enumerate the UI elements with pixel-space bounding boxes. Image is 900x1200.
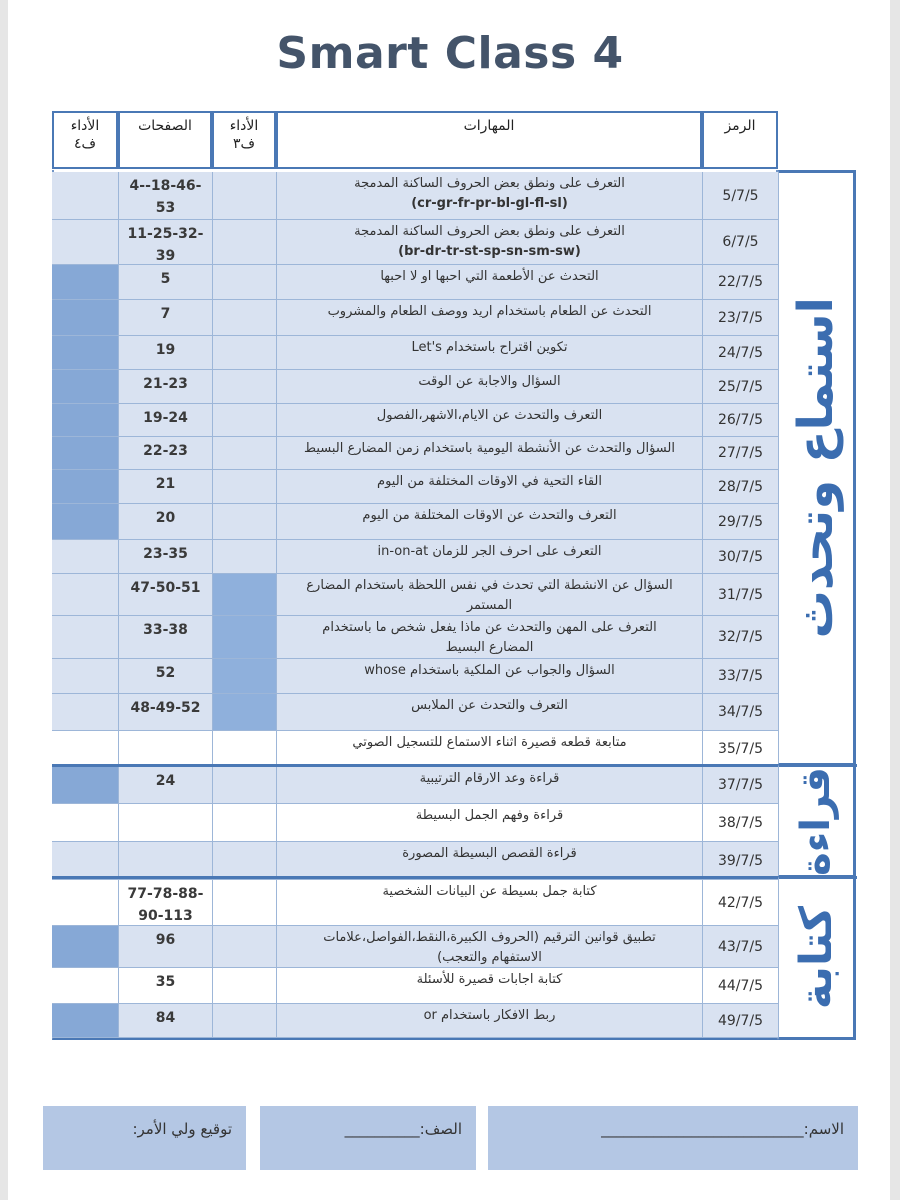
performance-3-cell[interactable]: [212, 437, 276, 469]
pages-cell: [118, 694, 212, 730]
performance-4-cell[interactable]: [52, 659, 118, 693]
skill-text: السؤال والتحدث عن الأنشطة اليومية باستخدام زمن المضارع البسيط: [304, 441, 675, 456]
performance-4-cell[interactable]: [52, 616, 118, 658]
pages-cell: [118, 880, 212, 925]
pages-value: 21: [155, 476, 176, 492]
skill-cell: [276, 370, 702, 403]
skill-text-continued: المضارع البسيط: [445, 640, 534, 655]
code-cell: 26/7/5: [702, 404, 778, 436]
pages-cell: [118, 470, 212, 503]
skill-cell: [276, 437, 702, 469]
pages-cell: [118, 172, 212, 219]
code-cell: 43/7/5: [702, 926, 778, 967]
code-cell: 28/7/5: [702, 470, 778, 503]
pages-value: 48-49-52: [130, 700, 201, 716]
skill-text-continued: المستمر: [466, 598, 513, 613]
performance-4-cell[interactable]: [52, 370, 118, 403]
skill-cell: [276, 926, 702, 967]
performance-4-cell[interactable]: [52, 804, 118, 841]
skill-text: القاء التحية في الاوقات المختلفة من اليوم: [377, 474, 602, 489]
pages-value: 96: [155, 932, 176, 948]
table-row: [52, 1004, 778, 1038]
skill-cell: [276, 767, 702, 803]
student-name-field[interactable]: الاسم:___________________________: [488, 1106, 858, 1170]
pages-cell: [118, 265, 212, 299]
section-divider-reading: [52, 764, 857, 767]
skill-cell: [276, 172, 702, 219]
pages-cell: [118, 300, 212, 335]
skill-text: التعرف والتحدث عن الايام،الاشهر،الفصول: [376, 408, 603, 423]
skill-text: قراءة القصص البسيطة المصورة: [402, 846, 577, 861]
skill-cell: [276, 574, 702, 615]
skill-cell: [276, 968, 702, 1003]
code-cell: 39/7/5: [702, 842, 778, 879]
table-row: [52, 616, 778, 659]
table-row: [52, 336, 778, 370]
code-cell: 38/7/5: [702, 804, 778, 841]
section-writing-text: كتابة: [790, 906, 842, 1010]
code-cell: 29/7/5: [702, 504, 778, 539]
performance-3-cell[interactable]: [212, 404, 276, 436]
table-row: [52, 370, 778, 404]
pages-value: 22-23: [143, 443, 188, 459]
pages-value: 5: [160, 271, 171, 287]
skill-text: السؤال عن الانشطة التي تحدث في نفس اللحظة باستخدام المضارع: [306, 578, 673, 593]
skill-text: تطبيق قوانين الترقيم (الحروف الكبيرة،النقط،الفواصل،علامات: [323, 930, 656, 945]
pages-cell: [118, 731, 212, 766]
performance-4-cell[interactable]: [52, 404, 118, 436]
performance-4-cell[interactable]: [52, 842, 118, 879]
skill-text: تكوين اقتراح باستخدام Let's: [411, 340, 568, 355]
skill-cell: [276, 1004, 702, 1037]
performance-4-cell[interactable]: [52, 926, 118, 967]
section-label-writing: [778, 876, 856, 1040]
performance-3-cell[interactable]: [212, 804, 276, 841]
pages-value: 19: [155, 342, 176, 358]
header-pages-label: الصفحات: [138, 118, 192, 134]
table-row: [52, 470, 778, 504]
table-row: [52, 220, 778, 265]
performance-3-cell[interactable]: [212, 300, 276, 335]
table-row: [52, 265, 778, 300]
pages-value: 7: [160, 306, 171, 322]
header-skills: [276, 111, 702, 169]
skill-text: كتابة اجابات قصيرة للأسئلة: [416, 972, 563, 987]
section-divider-writing: [52, 876, 857, 879]
header-perf3-line2: ف٣: [232, 136, 256, 152]
code-cell: 35/7/5: [702, 731, 778, 766]
code-cell: 27/7/5: [702, 437, 778, 469]
skill-cell: [276, 265, 702, 299]
page-edge-right: [890, 0, 900, 1200]
skill-cell: [276, 300, 702, 335]
table-row: [52, 731, 778, 767]
performance-3-cell[interactable]: [212, 172, 276, 219]
code-cell: 37/7/5: [702, 767, 778, 803]
code-cell: 6/7/5: [702, 220, 778, 264]
performance-3-cell[interactable]: [212, 968, 276, 1003]
table-row: [52, 880, 778, 926]
performance-4-cell[interactable]: [52, 731, 118, 766]
pages-value-continued: 90-113: [138, 908, 193, 924]
pages-cell: [118, 804, 212, 841]
skill-cell: [276, 731, 702, 766]
performance-4-cell[interactable]: [52, 470, 118, 503]
performance-4-cell[interactable]: [52, 437, 118, 469]
performance-3-cell[interactable]: [212, 336, 276, 369]
code-cell: 5/7/5: [702, 172, 778, 219]
header-performance-4: [52, 111, 118, 169]
code-cell: 34/7/5: [702, 694, 778, 730]
performance-4-cell[interactable]: [52, 880, 118, 925]
page-title: Smart Class 4: [276, 28, 624, 79]
code-cell: 22/7/5: [702, 265, 778, 299]
skill-cell: [276, 470, 702, 503]
section-listening-text: استماع وتحدث: [788, 297, 844, 639]
performance-4-cell[interactable]: [52, 172, 118, 219]
table-row: [52, 172, 778, 220]
pages-cell: [118, 926, 212, 967]
performance-3-cell[interactable]: [212, 265, 276, 299]
performance-3-cell[interactable]: [212, 616, 276, 658]
header-code: [702, 111, 778, 169]
skill-text: التعرف والتحدث عن الاوقات المختلفة من اليوم: [362, 508, 617, 523]
performance-3-cell[interactable]: [212, 659, 276, 693]
skill-text-continued: الاستفهام والتعجب): [437, 950, 542, 965]
section-reading-text: قراءة: [793, 766, 839, 876]
performance-3-cell[interactable]: [212, 842, 276, 879]
skill-text: التحدث عن الأطعمة التي احبها او لا احبها: [380, 269, 599, 284]
pages-cell: [118, 1004, 212, 1037]
table-row: [52, 767, 778, 804]
performance-4-cell[interactable]: [52, 574, 118, 615]
code-cell: 44/7/5: [702, 968, 778, 1003]
skill-cell: [276, 616, 702, 658]
skill-text-continued: (br-dr-tr-st-sp-sn-sm-sw): [398, 244, 581, 259]
page-edge-left: [0, 0, 8, 1200]
header-code-label: الرمز: [724, 118, 756, 134]
code-cell: 24/7/5: [702, 336, 778, 369]
header-perf3-line1: الأداء: [229, 118, 259, 134]
table-row: [52, 968, 778, 1004]
pages-value: 21-23: [143, 376, 188, 392]
performance-3-cell[interactable]: [212, 926, 276, 967]
pages-value: 24: [155, 773, 176, 789]
performance-4-cell[interactable]: [52, 694, 118, 730]
pages-cell: [118, 767, 212, 803]
performance-4-cell[interactable]: [52, 968, 118, 1003]
table-row: [52, 504, 778, 540]
code-cell: 32/7/5: [702, 616, 778, 658]
table-row: [52, 540, 778, 574]
skill-text: كتابة جمل بسيطة عن البيانات الشخصية: [382, 884, 597, 899]
code-cell: 33/7/5: [702, 659, 778, 693]
skill-cell: [276, 880, 702, 925]
table-row: [52, 804, 778, 842]
code-cell: 30/7/5: [702, 540, 778, 573]
pages-value-continued: 39: [155, 248, 176, 264]
skill-text: التعرف والتحدث عن الملابس: [411, 698, 568, 713]
pages-value: 20: [155, 510, 176, 526]
skill-text: قراءة وعد الارقام الترتيبية: [419, 771, 560, 786]
performance-4-cell[interactable]: [52, 220, 118, 264]
pages-cell: [118, 616, 212, 658]
skill-cell: [276, 336, 702, 369]
performance-3-cell[interactable]: [212, 1004, 276, 1037]
skill-text: السؤال والاجابة عن الوقت: [418, 374, 561, 389]
pages-value: 47-50-51: [130, 580, 201, 596]
performance-4-cell[interactable]: [52, 265, 118, 299]
code-cell: 42/7/5: [702, 880, 778, 925]
pages-value: 35: [155, 974, 176, 990]
pages-value: 77-78-88-: [127, 886, 204, 902]
pages-cell: [118, 968, 212, 1003]
performance-3-cell[interactable]: [212, 540, 276, 573]
pages-cell: [118, 574, 212, 615]
performance-4-cell[interactable]: [52, 336, 118, 369]
pages-value-continued: 53: [155, 200, 176, 216]
skill-cell: [276, 659, 702, 693]
header-pages: [118, 111, 212, 169]
pages-cell: [118, 842, 212, 879]
pages-value: 33-38: [143, 622, 188, 638]
performance-3-cell[interactable]: [212, 731, 276, 766]
table-row: [52, 300, 778, 336]
skill-text: التعرف على ونطق بعض الحروف الساكنة المدمجة: [354, 224, 625, 239]
pages-value: 52: [155, 665, 176, 681]
pages-cell: [118, 437, 212, 469]
code-cell: 49/7/5: [702, 1004, 778, 1037]
pages-cell: [118, 404, 212, 436]
skill-text: ربط الافكار باستخدام or: [423, 1008, 556, 1023]
table-row: [52, 694, 778, 731]
section-label-reading: [778, 764, 856, 878]
skill-text: التعرف على المهن والتحدث عن ماذا يفعل شخص ما باستخدام: [322, 620, 657, 635]
header-perf4-line1: الأداء: [70, 118, 100, 134]
performance-3-cell[interactable]: [212, 220, 276, 264]
pages-value: 84: [155, 1010, 176, 1026]
pages-value: 11-25-32-: [127, 226, 204, 242]
performance-3-cell[interactable]: [212, 470, 276, 503]
table-row: [52, 926, 778, 968]
header-performance-3: [212, 111, 276, 169]
skill-cell: [276, 804, 702, 841]
pages-value: 23-35: [143, 546, 188, 562]
pages-cell: [118, 659, 212, 693]
skill-text: التحدث عن الطعام باستخدام اريد ووصف الطعام والمشروب: [327, 304, 652, 319]
table-row: [52, 659, 778, 694]
performance-3-cell[interactable]: [212, 880, 276, 925]
pages-cell: [118, 504, 212, 539]
skill-text: السؤال والجواب عن الملكية باستخدام whose: [364, 663, 615, 678]
performance-4-cell[interactable]: [52, 300, 118, 335]
pages-cell: [118, 540, 212, 573]
performance-4-cell[interactable]: [52, 767, 118, 803]
skill-cell: [276, 694, 702, 730]
section-label-listening-speaking: [778, 170, 856, 766]
table-row: [52, 437, 778, 470]
pages-value: 19-24: [143, 410, 188, 426]
skill-cell: [276, 404, 702, 436]
parent-signature-field[interactable]: توقيع ولي الأمر:: [43, 1106, 246, 1170]
pages-value: 4--18-46-: [129, 178, 202, 194]
header-skills-label: المهارات: [463, 118, 515, 134]
performance-3-cell[interactable]: [212, 370, 276, 403]
pages-cell: [118, 370, 212, 403]
skill-text: التعرف على ونطق بعض الحروف الساكنة المدمجة: [354, 176, 625, 191]
class-field[interactable]: الصف:__________: [260, 1106, 476, 1170]
code-cell: 25/7/5: [702, 370, 778, 403]
skill-cell: [276, 842, 702, 879]
skill-cell: [276, 504, 702, 539]
skill-cell: [276, 540, 702, 573]
table-row: [52, 404, 778, 437]
skill-text: متابعة قطعه قصيرة اثناء الاستماع للتسجيل الصوتي: [352, 735, 627, 750]
performance-3-cell[interactable]: [212, 767, 276, 803]
code-cell: 23/7/5: [702, 300, 778, 335]
performance-4-cell[interactable]: [52, 504, 118, 539]
skill-text-continued: (cr-gr-fr-pr-bl-gl-fl-sl): [411, 196, 568, 211]
performance-3-cell[interactable]: [212, 574, 276, 615]
skill-cell: [276, 220, 702, 264]
performance-4-cell[interactable]: [52, 1004, 118, 1037]
pages-cell: [118, 336, 212, 369]
performance-3-cell[interactable]: [212, 504, 276, 539]
header-perf4-line2: ف٤: [73, 136, 97, 152]
code-cell: 31/7/5: [702, 574, 778, 615]
performance-3-cell[interactable]: [212, 694, 276, 730]
table-row: [52, 574, 778, 616]
performance-4-cell[interactable]: [52, 540, 118, 573]
skill-text: التعرف على احرف الجر للزمان in-on-at: [377, 544, 602, 559]
pages-cell: [118, 220, 212, 264]
skill-text: قراءة وفهم الجمل البسيطة: [415, 808, 564, 823]
table-row: [52, 842, 778, 880]
